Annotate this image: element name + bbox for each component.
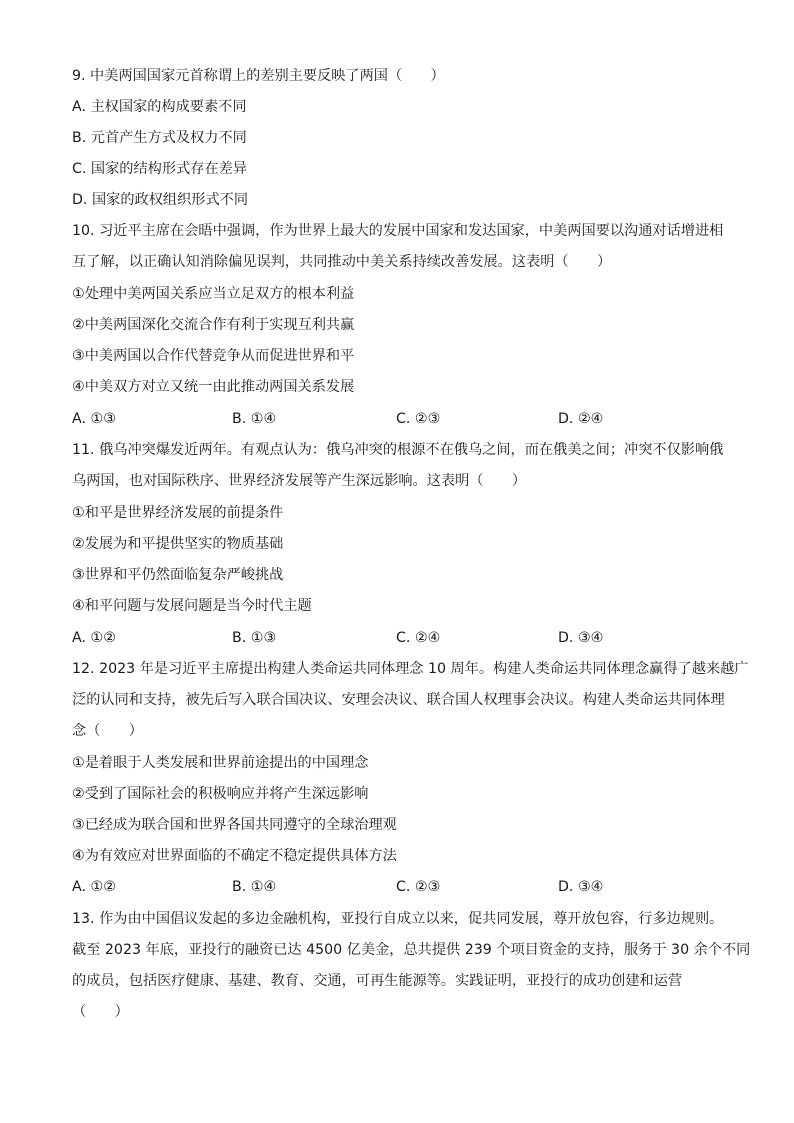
q10-choice-a: A. ①③ bbox=[72, 411, 116, 427]
q9-stem: 9. 中美两国国家元首称谓上的差别主要反映了两国（ ） bbox=[72, 68, 445, 84]
q11-choice-d: D. ③④ bbox=[558, 630, 604, 646]
q12-stem-line-1: 12. 2023 年是习近平主席提出构建人类命运共同体理念 10 周年。构建人类命运共同体理念赢得了越来越广 bbox=[72, 661, 749, 677]
q12-choice-b: B. ①④ bbox=[232, 879, 277, 895]
q12-stem-line-2: 泛的认同和支持，被先后写入联合国决议、安理会决议、联合国人权理事会决议。构建人类命运共同体理 bbox=[72, 692, 725, 708]
q10-stem-line-1: 10. 习近平主席在会晤中强调，作为世界上最大的发展中国家和发达国家，中美两国要以沟通对话增进相 bbox=[72, 223, 724, 239]
q11-choice-c: C. ②④ bbox=[396, 630, 441, 646]
q13-stem-line-4: （ ） bbox=[72, 1004, 129, 1020]
q12-choice-d: D. ③④ bbox=[558, 879, 604, 895]
q10-choice-b: B. ①④ bbox=[232, 411, 277, 427]
q13-stem-line-2: 截至 2023 年底，亚投行的融资已达 4500 亿美金，总共提供 239 个项目资金的支持，服务于 30 余个不同 bbox=[72, 942, 751, 958]
q11-choice-b: B. ①③ bbox=[232, 630, 277, 646]
q12-statement-4: ④为有效应对世界面临的不确定不稳定提供具体方法 bbox=[72, 848, 397, 864]
q9-option-a: A. 主权国家的构成要素不同 bbox=[72, 99, 247, 115]
q10-statement-4: ④中美双方对立又统一由此推动两国关系发展 bbox=[72, 379, 355, 395]
q11-statement-3: ③世界和平仍然面临复杂严峻挑战 bbox=[72, 567, 284, 583]
q12-statement-1: ①是着眼于人类发展和世界前途提出的中国理念 bbox=[72, 755, 369, 771]
q12-stem-line-3: 念（ ） bbox=[72, 723, 143, 739]
q10-statement-1: ①处理中美两国关系应当立足双方的根本利益 bbox=[72, 286, 355, 302]
q10-statement-3: ③中美两国以合作代替竞争从而促进世界和平 bbox=[72, 348, 355, 364]
q9-option-d: D. 国家的政权组织形式不同 bbox=[72, 192, 249, 208]
q9-option-c: C. 国家的结构形式存在差异 bbox=[72, 161, 247, 177]
q11-statement-4: ④和平问题与发展问题是当今时代主题 bbox=[72, 598, 312, 614]
q10-stem-line-2: 互了解，以正确认知消除偏见误判，共同推动中美关系持续改善发展。这表明（ ） bbox=[72, 254, 612, 270]
q9-option-b: B. 元首产生方式及权力不同 bbox=[72, 130, 247, 146]
q13-stem-line-3: 的成员，包括医疗健康、基建、教育、交通，可再生能源等。实践证明，亚投行的成功创建和运营 bbox=[72, 973, 683, 989]
q10-statement-2: ②中美两国深化交流合作有利于实现互利共赢 bbox=[72, 317, 355, 333]
q13-stem-line-1: 13. 作为由中国倡议发起的多边金融机构，亚投行自成立以来，促共同发展，尊开放包容，行多边规则。 bbox=[72, 911, 724, 927]
q12-statement-2: ②受到了国际社会的积极响应并将产生深远影响 bbox=[72, 786, 369, 802]
q11-choice-a: A. ①② bbox=[72, 630, 116, 646]
q10-choice-c: C. ②③ bbox=[396, 411, 441, 427]
q12-choice-c: C. ②③ bbox=[396, 879, 441, 895]
q11-stem-line-1: 11. 俄乌冲突爆发近两年。有观点认为：俄乌冲突的根源不在俄乌之间，而在俄美之间；冲突不仅影响俄 bbox=[72, 442, 724, 458]
q12-statement-3: ③已经成为联合国和世界各国共同遵守的全球治理观 bbox=[72, 817, 397, 833]
q12-choice-a: A. ①② bbox=[72, 879, 116, 895]
q11-statement-1: ①和平是世界经济发展的前提条件 bbox=[72, 505, 284, 521]
q11-statement-2: ②发展为和平提供坚实的物质基础 bbox=[72, 536, 284, 552]
q10-choice-d: D. ②④ bbox=[558, 411, 604, 427]
q11-stem-line-2: 乌两国，也对国际秩序、世界经济发展等产生深远影响。这表明（ ） bbox=[72, 473, 527, 489]
